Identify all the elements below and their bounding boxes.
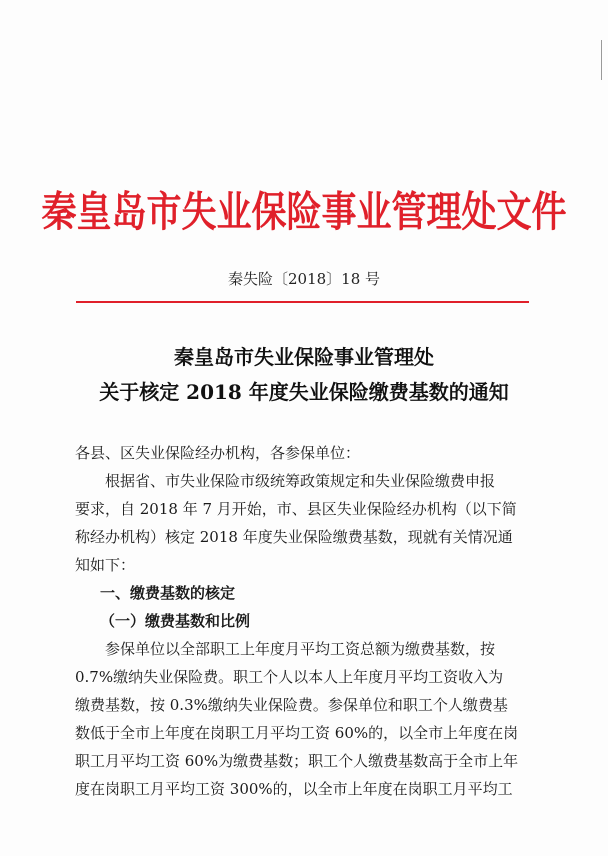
document-number: 秦失险〔2018〕18 号 <box>227 270 381 288</box>
body-line-5: 职工月平均工资 60%为缴费基数；职工个人缴费基数高于全市上年 <box>75 752 519 770</box>
subsection-1-heading: （一）缴费基数和比例 <box>100 612 251 630</box>
body-line-2: 0.7%缴纳失业保险费。职工个人以本人上年度月平均工资收入为 <box>75 668 504 686</box>
body-line-1: 参保单位以全部职工上年度月平均工资总额为缴费基数，按 <box>105 640 496 658</box>
intro-line-2: 要求，自 2018 年 7 月开始，市、县区失业保险经办机构（以下简 <box>75 500 517 518</box>
section-1-heading: 一、缴费基数的核定 <box>100 584 236 602</box>
intro-line-4: 知如下： <box>75 556 136 574</box>
body-line-4: 数低于全市上年度在岗职工月平均工资 60%的，以全市上年度在岗 <box>75 724 519 742</box>
header-divider <box>76 301 529 303</box>
body-line-6: 度在岗职工月平均工资 300%的，以全市上年度在岗职工月平均工 <box>75 780 513 798</box>
body-line-3: 缴费基数，按 0.3%缴纳失业保险费。参保单位和职工个人缴费基 <box>75 696 508 714</box>
intro-line-1: 根据省、市失业保险市级统筹政策规定和失业保险缴费申报 <box>105 472 496 490</box>
intro-line-3: 称经办机构）核定 2018 年度失业保险缴费基数，现就有关情况通 <box>75 528 513 546</box>
title-line-2: 关于核定 2018 年度失业保险缴费基数的通知 <box>99 380 509 404</box>
document-header: 秦皇岛市失业保险事业管理处文件 <box>41 188 567 237</box>
addressee: 各县、区失业保险经办机构，各参保单位： <box>75 444 361 462</box>
title-line-1: 秦皇岛市失业保险事业管理处 <box>174 345 434 369</box>
scan-edge-mark <box>601 40 602 80</box>
